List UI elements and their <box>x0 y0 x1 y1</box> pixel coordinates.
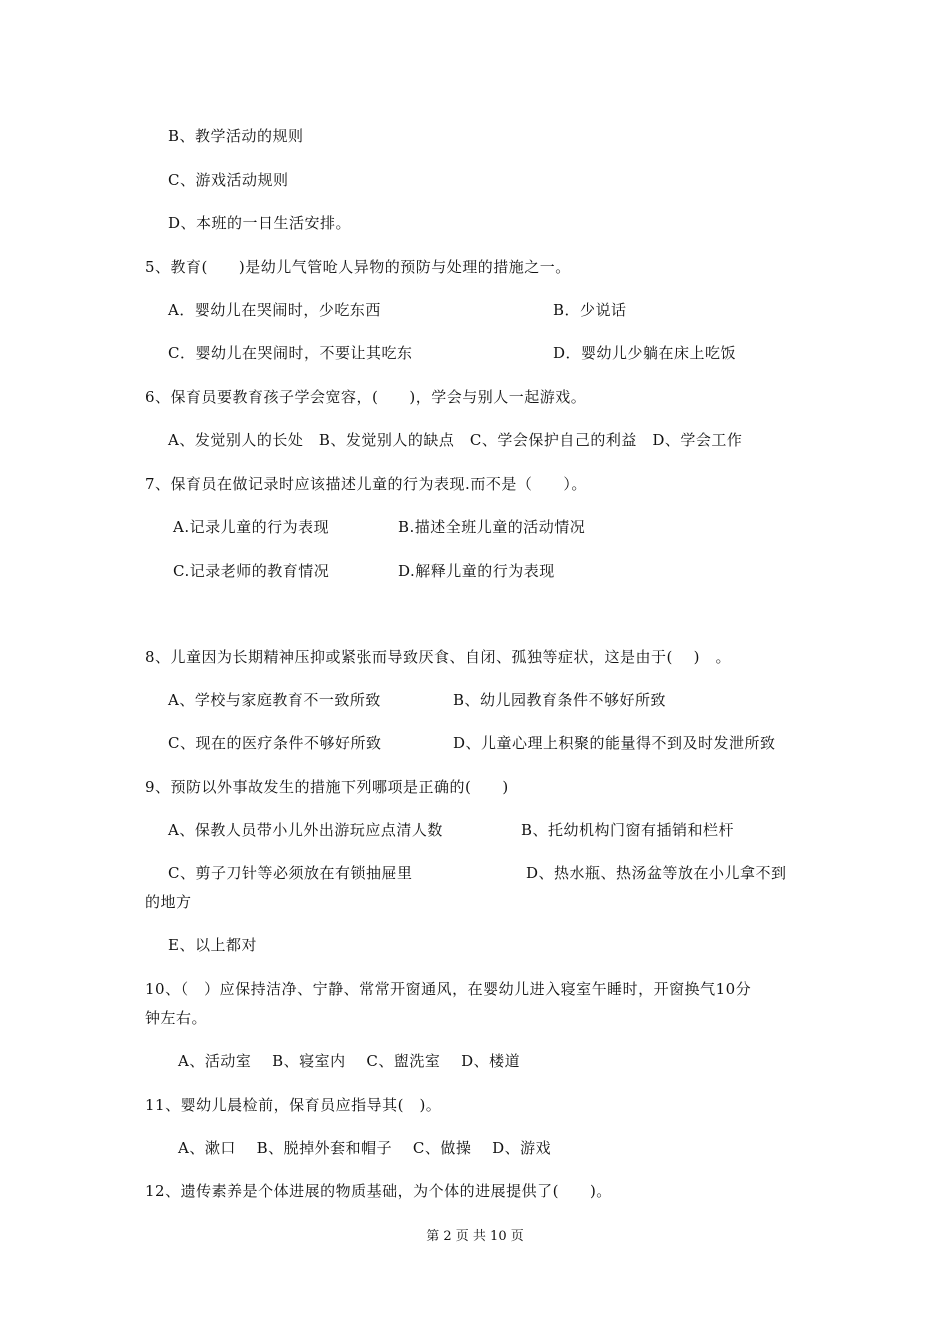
q10-options: A、活动室 B、寝室内 C、盥洗室 D、楼道 <box>178 1052 521 1070</box>
q7-option-d: D.解释儿童的行为表现 <box>398 562 555 580</box>
q9-option-d-continued: 的地方 <box>145 893 192 911</box>
page-number-footer: 第 2 页 共 10 页 <box>426 1229 524 1244</box>
q5-option-a: A．婴幼儿在哭闹时，少吃东西 <box>168 301 381 319</box>
q4-option-b: B、教学活动的规则 <box>168 127 304 145</box>
q5-option-b: B．少说话 <box>553 301 627 319</box>
q7-option-c: C.记录老师的教育情况 <box>173 562 330 580</box>
q10-stem: 10、（ ）应保持洁净、宁静、常常开窗通风，在婴幼儿进入寝室午睡时，开窗换气10分 <box>145 980 752 998</box>
q8-option-a: A、学校与家庭教育不一致所致 <box>168 691 381 709</box>
q5-option-c: C．婴幼儿在哭闹时，不要让其吃东 <box>168 344 413 362</box>
q11-options: A、漱口 B、脱掉外套和帽子 C、做操 D、游戏 <box>178 1139 552 1157</box>
q5-stem: 5、教育( )是幼儿气管呛人异物的预防与处理的措施之一。 <box>145 258 571 276</box>
q11-stem: 11、婴幼儿晨检前，保育员应指导其( )。 <box>145 1096 442 1114</box>
q8-stem: 8、儿童因为长期精神压抑或紧张而导致厌食、自闭、孤独等症状，这是由于( ) 。 <box>145 648 732 666</box>
q9-option-c: C、剪子刀针等必须放在有锁抽屉里 <box>168 864 413 882</box>
q9-option-a: A、保教人员带小儿外出游玩应点清人数 <box>168 821 443 839</box>
q4-option-d: D、本班的一日生活安排。 <box>168 214 352 232</box>
q8-option-b: B、幼儿园教育条件不够好所致 <box>453 691 667 709</box>
q6-options: A、发觉别人的长处 B、发觉别人的缺点 C、学会保护自己的利益 D、学会工作 <box>168 431 743 449</box>
q12-stem: 12、遗传素养是个体进展的物质基础，为个体的进展提供了( )。 <box>145 1182 612 1200</box>
q7-stem: 7、保育员在做记录时应该描述儿童的行为表现.而不是（ ）。 <box>145 475 587 493</box>
q9-option-b: B、托幼机构门窗有插销和栏杆 <box>521 821 735 839</box>
q7-option-a: A.记录儿童的行为表现 <box>173 518 330 536</box>
q8-option-d: D、儿童心理上积聚的能量得不到及时发泄所致 <box>453 734 776 752</box>
q9-option-d: D、热水瓶、热汤盆等放在小儿拿不到 <box>526 864 787 882</box>
q6-stem: 6、保育员要教育孩子学会宽容，( )，学会与别人一起游戏。 <box>145 388 587 406</box>
q9-stem: 9、预防以外事故发生的措施下列哪项是正确的( ) <box>145 778 509 796</box>
q8-option-c: C、现在的医疗条件不够好所致 <box>168 734 382 752</box>
q10-stem-continued: 钟左右。 <box>145 1009 208 1027</box>
q9-option-e: E、以上都对 <box>168 936 257 954</box>
q4-option-c: C、游戏活动规则 <box>168 171 289 189</box>
q7-option-b: B.描述全班儿童的活动情况 <box>398 518 586 536</box>
q5-option-d: D．婴幼儿少躺在床上吃饭 <box>553 344 737 362</box>
